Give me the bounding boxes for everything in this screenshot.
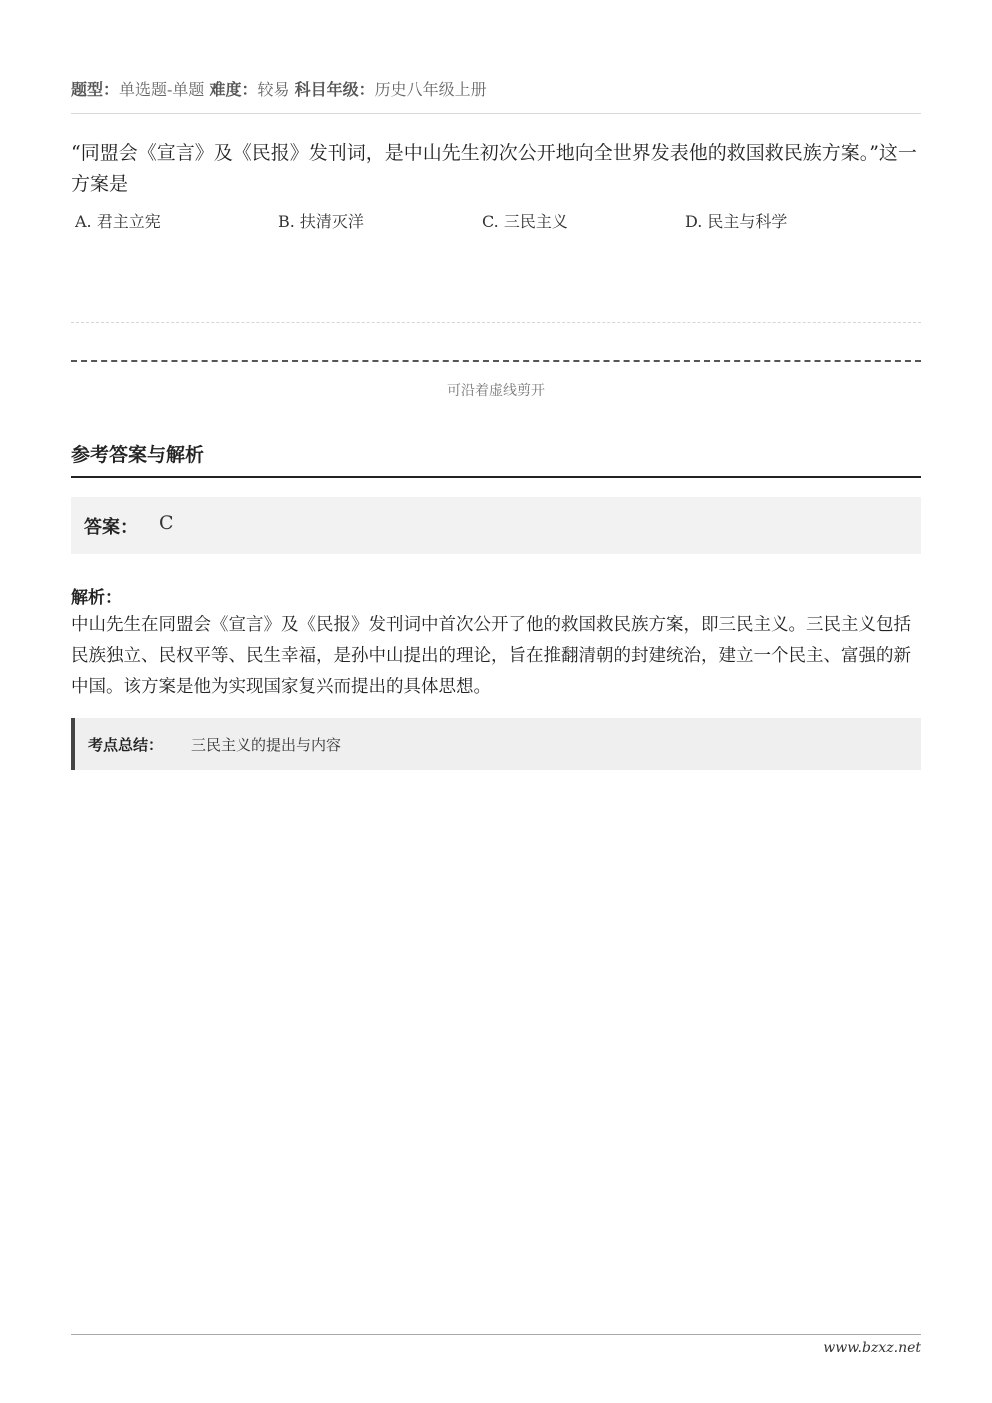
section-divider	[71, 476, 921, 478]
summary-box	[71, 718, 921, 770]
question-meta	[71, 77, 921, 100]
type-value: 单选题-单题	[119, 80, 205, 99]
analysis-text: 中山先生在同盟会《宣言》及《民报》发刊词中首次公开了他的救国救民族方案，即三民主义。三民主义包括民族独立、民权平等、民生幸福，是孙中山提出的理论，旨在推翻清朝的封建统治，建立一个民主、富强的新中国。该方案是他为实现国家复兴而提出的具体思想。	[71, 615, 911, 697]
question-options	[71, 209, 921, 233]
question-stem: “同盟会《宣言》及《民报》发刊词，是中山先生初次公开地向全世界发表他的救国救民族方案。”这一方案是	[71, 142, 917, 195]
analysis-label: 解析：	[71, 588, 122, 608]
footer-divider	[71, 1334, 921, 1335]
option-b: B. 扶清灭洋	[278, 212, 364, 231]
answer-section-title: 参考答案与解析	[71, 444, 205, 466]
difficulty-label: 难度：	[209, 80, 258, 99]
cut-line-note: 可沿着虚线剪开	[447, 383, 545, 399]
footer-url: www.bzxz.net	[823, 1340, 921, 1356]
option-d: D. 民主与科学	[685, 212, 788, 231]
cut-line	[71, 360, 921, 362]
subject-label: 科目年级：	[294, 80, 375, 99]
answer-value: C	[159, 512, 174, 534]
answer-box	[71, 497, 921, 554]
type-label: 题型：	[71, 80, 120, 99]
answer-space-divider	[71, 322, 921, 323]
option-c: C. 三民主义	[482, 212, 568, 231]
answer-label: 答案：	[84, 517, 138, 538]
subject-value: 历史八年级上册	[374, 80, 487, 99]
meta-divider	[71, 113, 921, 114]
difficulty-value: 较易	[257, 80, 290, 99]
summary-label: 考点总结：	[88, 736, 164, 754]
summary-value: 三民主义的提出与内容	[191, 736, 342, 754]
option-a: A. 君主立宪	[75, 212, 161, 231]
